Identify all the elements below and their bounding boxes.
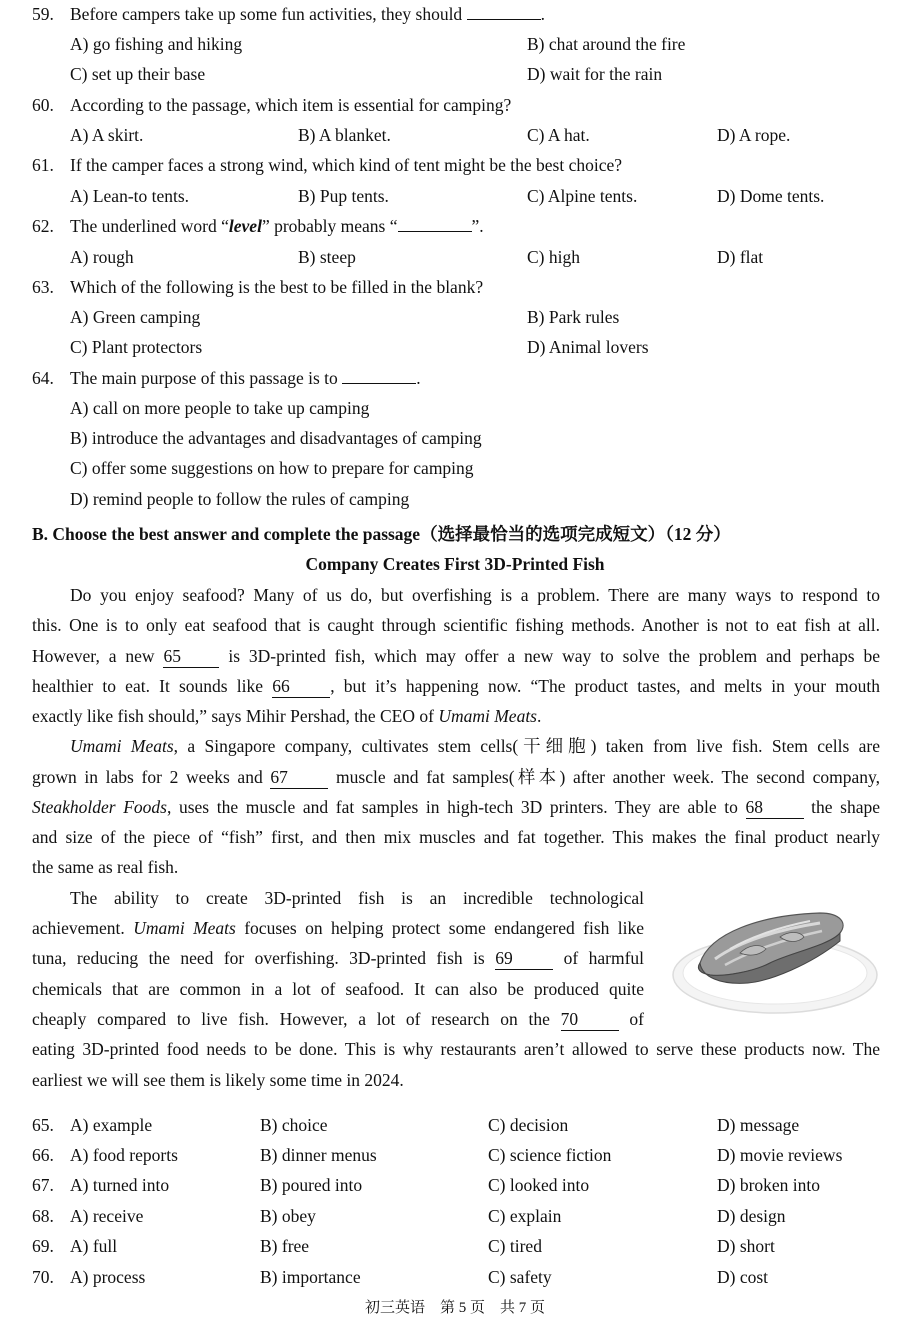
option-b: B) introduce the advantages and disadvantages of camping xyxy=(70,428,482,448)
question-stem: If the camper faces a strong wind, which kind of tent might be the best choice? xyxy=(70,155,623,175)
question-stem: Before campers take up some fun activities, they should . xyxy=(70,1,545,27)
option-b: B) Park rules xyxy=(527,307,620,327)
option-a: A) call on more people to take up camping xyxy=(70,398,370,418)
question-stem: According to the passage, which item is essential for camping? xyxy=(70,95,512,115)
answer-blank xyxy=(398,213,472,232)
company-name: Umami Meats xyxy=(70,736,174,756)
option-c: C) A hat. xyxy=(527,125,590,145)
question-number: 66. xyxy=(32,1145,54,1165)
passage-line: Steakholder Foods, uses the muscle and fat samples in high-tech 3D printers. They are able to 68 the shape xyxy=(32,797,881,817)
options-row xyxy=(0,244,910,270)
option-d: D) Dome tents. xyxy=(717,186,825,206)
option-a: A) process xyxy=(70,1267,146,1287)
passage-line: However, a new 65 is 3D-printed fish, which may offer a new way to solve the problem and perhaps be xyxy=(32,646,881,666)
question-65 xyxy=(0,1112,910,1138)
blank-66: 66 xyxy=(272,675,330,698)
blank-65: 65 xyxy=(163,645,219,668)
option-c: C) high xyxy=(527,247,580,267)
answer-blank xyxy=(342,365,416,384)
options-row xyxy=(0,61,910,87)
option-b: B) importance xyxy=(260,1267,361,1287)
3d-printed-fish-icon xyxy=(670,893,880,1018)
passage-line: tuna, reducing the need for overfishing. 3D-printed fish is 69 of harmful xyxy=(32,948,645,968)
option-b: B) free xyxy=(260,1236,310,1256)
option-d: D) Animal lovers xyxy=(527,337,649,357)
option-b: B) Pup tents. xyxy=(298,186,389,206)
blank-68: 68 xyxy=(746,796,804,819)
page-footer: 初三英语 第 5 页 共 7 页 xyxy=(364,1300,545,1316)
blank-67: 67 xyxy=(270,766,328,789)
options-row xyxy=(0,486,910,512)
passage-line: earliest we will see them is likely some time in 2024. xyxy=(32,1070,404,1090)
passage-line: The ability to create 3D-printed fish is an incredible technological xyxy=(70,888,644,908)
question-number: 59. xyxy=(32,4,54,24)
option-b: B) A blanket. xyxy=(298,125,391,145)
option-c: C) tired xyxy=(488,1236,542,1256)
passage-line: Do you enjoy seafood? Many of us do, but overfishing is a problem. There are many ways to respond to xyxy=(70,585,880,605)
question-67 xyxy=(0,1172,910,1198)
passage-line: Umami Meats, a Singapore company, cultivates stem cells(干细胞) taken from live fish. Stem cells are xyxy=(70,736,880,756)
option-b: B) steep xyxy=(298,247,356,267)
passage-line: healthier to eat. It sounds like 66 , but it’s happening now. “The product tastes, and melts in your mouth xyxy=(32,676,881,696)
option-d: D) flat xyxy=(717,247,764,267)
option-c: C) safety xyxy=(488,1267,552,1287)
passage-line: grown in labs for 2 weeks and 67 muscle and fat samples(样本) after another week. The second company, xyxy=(32,767,880,787)
section-heading: B. Choose the best answer and complete the passage（选择最恰当的选项完成短文）（12 分） xyxy=(32,524,731,544)
question-70 xyxy=(0,1264,910,1290)
question-number: 62. xyxy=(32,216,54,236)
question-number: 64. xyxy=(32,368,54,388)
option-c: C) explain xyxy=(488,1206,562,1226)
options-row xyxy=(0,455,910,481)
passage-line: exactly like fish should,” says Mihir Pershad, the CEO of Umami Meats. xyxy=(32,706,542,726)
passage-line: the same as real fish. xyxy=(32,857,179,877)
passage-line: cheaply compared to live fish. However, a lot of research on the 70 of xyxy=(32,1009,644,1029)
option-a: A) full xyxy=(70,1236,118,1256)
company-name: Steakholder Foods xyxy=(32,797,167,817)
option-a: A) rough xyxy=(70,247,134,267)
passage-line: and size of the piece of “fish” first, and then mix muscles and fat together. This makes the final product nearly xyxy=(32,827,880,847)
question-number: 68. xyxy=(32,1206,54,1226)
question-number: 69. xyxy=(32,1236,54,1256)
option-c: C) looked into xyxy=(488,1175,590,1195)
option-c: C) Alpine tents. xyxy=(527,186,638,206)
question-stem: The main purpose of this passage is to . xyxy=(70,365,421,391)
option-a: A) Lean-to tents. xyxy=(70,186,190,206)
passage-line: this. One is to only eat seafood that is caught through scientific fishing methods. Another is not to eat fish at all. xyxy=(32,615,880,635)
option-d: D) movie reviews xyxy=(717,1145,843,1165)
passage-line: achievement. Umami Meats focuses on helping protect some endangered fish like xyxy=(32,918,644,938)
option-c: C) decision xyxy=(488,1115,569,1135)
option-c: C) set up their base xyxy=(70,64,206,84)
question-66 xyxy=(0,1142,910,1168)
underlined-word: level xyxy=(228,216,262,236)
question-59 xyxy=(0,1,910,27)
passage-title: Company Creates First 3D-Printed Fish xyxy=(305,554,605,574)
option-d: D) wait for the rain xyxy=(527,64,663,84)
option-a: A) food reports xyxy=(70,1145,178,1165)
question-61 xyxy=(0,152,910,178)
question-stem: The underlined word “level” probably means “ ”. xyxy=(70,213,484,239)
question-69 xyxy=(0,1233,910,1259)
question-62 xyxy=(0,213,910,239)
question-68 xyxy=(0,1203,910,1229)
question-number: 63. xyxy=(32,277,54,297)
question-number: 67. xyxy=(32,1175,54,1195)
option-c: C) Plant protectors xyxy=(70,337,203,357)
options-row xyxy=(0,183,910,209)
question-number: 65. xyxy=(32,1115,54,1135)
option-d: D) broken into xyxy=(717,1175,821,1195)
question-60 xyxy=(0,92,910,118)
option-c: C) offer some suggestions on how to prepare for camping xyxy=(70,458,474,478)
option-b: B) obey xyxy=(260,1206,316,1226)
options-row xyxy=(0,334,910,360)
question-number: 60. xyxy=(32,95,54,115)
option-c: C) science fiction xyxy=(488,1145,612,1165)
answer-blank xyxy=(467,1,541,20)
blank-70: 70 xyxy=(561,1008,619,1031)
option-d: D) message xyxy=(717,1115,800,1135)
option-a: A) receive xyxy=(70,1206,144,1226)
option-d: D) design xyxy=(717,1206,786,1226)
option-b: B) choice xyxy=(260,1115,328,1135)
question-63 xyxy=(0,274,910,300)
option-a: A) turned into xyxy=(70,1175,170,1195)
options-row xyxy=(0,304,910,330)
options-row xyxy=(0,425,910,451)
option-d: D) remind people to follow the rules of camping xyxy=(70,489,410,509)
options-row xyxy=(0,395,910,421)
passage-line: eating 3D-printed food needs to be done. This is why restaurants aren’t allowed to serve these products now. The xyxy=(32,1039,880,1059)
option-b: B) chat around the fire xyxy=(527,34,686,54)
options-row xyxy=(0,31,910,57)
option-a: A) A skirt. xyxy=(70,125,144,145)
options-row xyxy=(0,122,910,148)
option-d: D) cost xyxy=(717,1267,769,1287)
option-a: A) go fishing and hiking xyxy=(70,34,243,54)
company-name: Umami Meats xyxy=(133,918,236,938)
question-number: 61. xyxy=(32,155,54,175)
option-a: A) example xyxy=(70,1115,153,1135)
blank-69: 69 xyxy=(495,947,553,970)
question-64 xyxy=(0,365,910,391)
option-b: B) dinner menus xyxy=(260,1145,377,1165)
passage-line: chemicals that are common in a lot of seafood. It can also be produced quite xyxy=(32,979,644,999)
option-a: A) Green camping xyxy=(70,307,201,327)
question-stem: Which of the following is the best to be filled in the blank? xyxy=(70,277,484,297)
option-d: D) short xyxy=(717,1236,775,1256)
question-number: 70. xyxy=(32,1267,54,1287)
option-b: B) poured into xyxy=(260,1175,363,1195)
company-name: Umami Meats xyxy=(438,706,537,726)
option-d: D) A rope. xyxy=(717,125,791,145)
